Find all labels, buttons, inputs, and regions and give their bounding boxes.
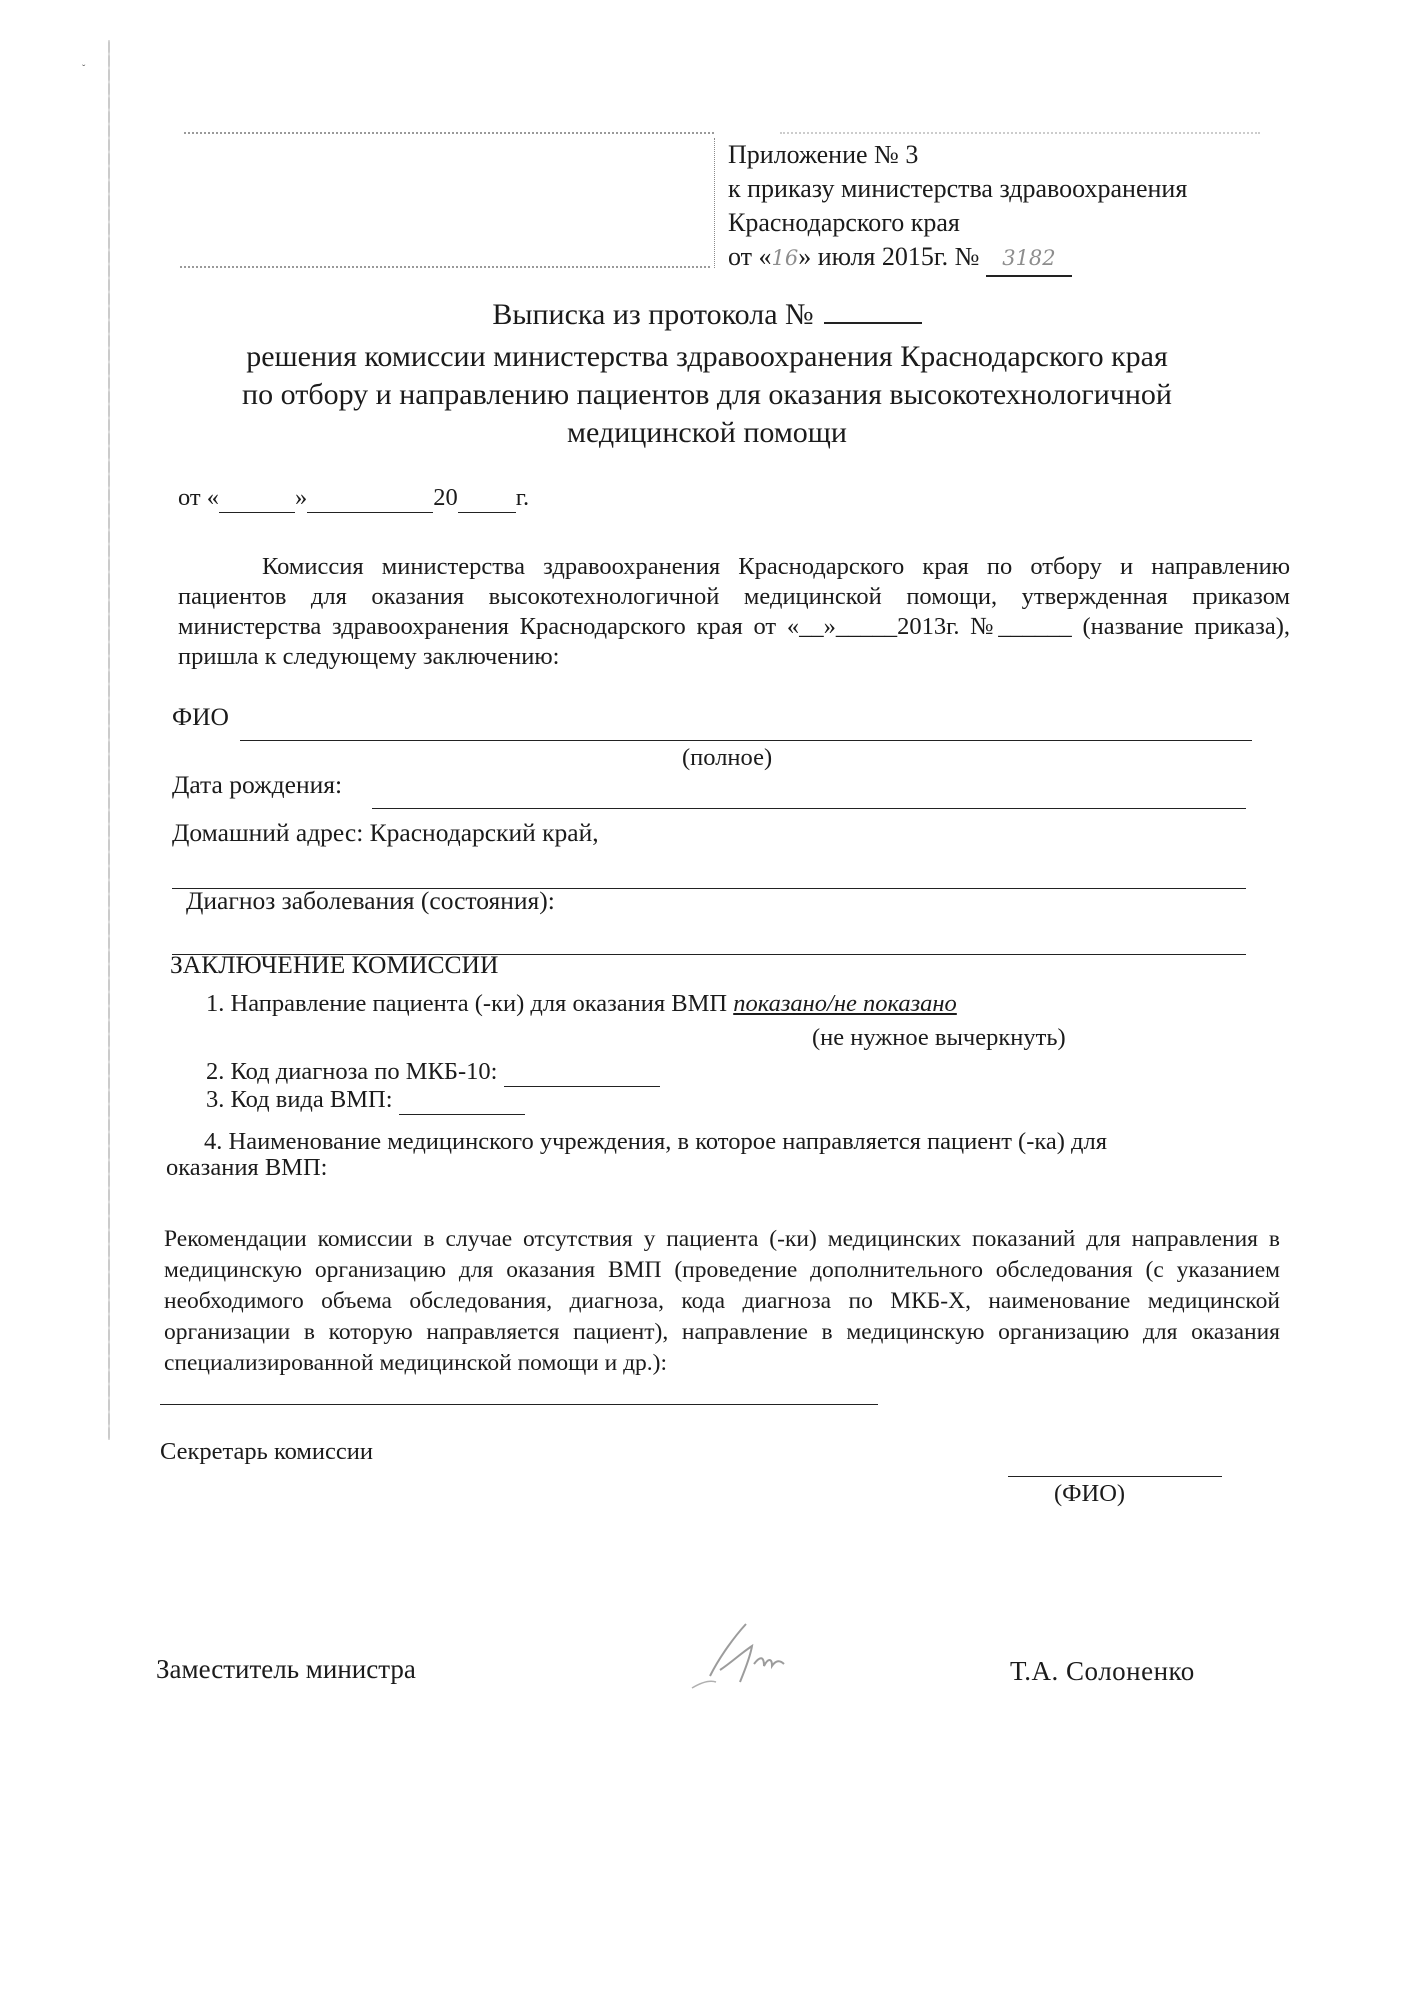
conclusion-item-1-options: показано/не показано <box>733 990 957 1017</box>
conclusion-item-3-text: 3. Код вида ВМП: <box>206 1086 393 1113</box>
signature-stroke <box>710 1624 784 1682</box>
appendix-order-date <box>728 240 1187 277</box>
appendix-line-1: Приложение № 3 <box>728 140 919 169</box>
appendix-order-number-handwritten: 3182 <box>986 241 1072 277</box>
scan-mark: ˇ <box>82 64 86 75</box>
appendix-bottom-dots <box>180 266 710 268</box>
recommendations-paragraph: Рекомендации комиссии в случае отсутствия у пациента (-ки) медицинских показаний для направления в медицинскую организацию для оказания ВМП (проведение дополнительного обследования (с указанием необходимого объема обследования, диагноза, кода диагноза по МКБ-Х, наименование медицинской организации в которую направляется пациент), направление в медицинскую организацию для оказания специализированной медицинской помощи и др.): <box>164 1226 1280 1376</box>
date-mid: » <box>295 484 308 511</box>
conclusion-heading: ЗАКЛЮЧЕНИЕ КОМИССИИ <box>170 950 499 979</box>
conclusion-item-2 <box>206 1058 660 1087</box>
birth-date-label: Дата рождения: <box>172 770 343 799</box>
conclusion-item-2-text: 2. Код диагноза по МКБ-10: <box>206 1058 498 1085</box>
appendix-top-dots-right <box>780 132 1260 134</box>
fio-hint: (полное) <box>682 744 773 771</box>
birth-date-line <box>372 808 1246 809</box>
signer-name: Т.А. Солоненко <box>1010 1656 1195 1686</box>
recommendations-line <box>160 1404 878 1405</box>
date-day-blank <box>219 484 295 513</box>
appendix-line-3: Краснодарского края <box>728 208 960 237</box>
vmp-code-blank <box>399 1086 525 1115</box>
icd-code-blank <box>504 1058 660 1087</box>
date-month-blank <box>307 484 433 513</box>
appendix-date-mid: » июля 2015г. № <box>798 242 980 271</box>
title-line-1 <box>0 296 1414 334</box>
title-line-3: по отбору и направлению пациентов для оказания высокотехнологичной <box>242 378 1172 411</box>
date-year-blank <box>458 484 516 513</box>
conclusion-item-4-cont: оказания ВМП: <box>166 1154 328 1181</box>
conclusion-item-1-text: 1. Направление пациента (-ки) для оказания ВМП <box>206 990 728 1017</box>
appendix-date-prefix: от « <box>728 242 772 271</box>
intro-paragraph <box>178 552 1290 672</box>
signature-tail <box>692 1681 716 1688</box>
secretary-signature-line <box>1008 1476 1222 1477</box>
title-line-2: решения комиссии министерства здравоохранения Краснодарского края <box>246 340 1168 373</box>
appendix-block <box>728 138 1187 277</box>
handwritten-signature <box>680 1616 810 1696</box>
secretary-label: Секретарь комиссии <box>160 1438 373 1465</box>
conclusion-item-3 <box>206 1086 525 1115</box>
title-protocol-label: Выписка из протокола № <box>492 298 814 331</box>
scan-edge-dots <box>108 40 110 1440</box>
address-label: Домашний адрес: Краснодарский край, <box>172 818 599 847</box>
fio-line <box>240 740 1252 741</box>
conclusion-item-1-note: (не нужное вычеркнуть) <box>812 1024 1066 1051</box>
intro-paragraph-text: Комиссия министерства здравоохранения Краснодарского края по отбору и направлению пациентов для оказания высокотехнологичной медицинской помощи, утвержденная приказом министерства здравоохранения Краснодарского края от «__»_____2013г. №______ (название приказа), пришла к следующему заключению: <box>178 553 1290 670</box>
protocol-date-line <box>178 484 529 513</box>
title-line-4: медицинской помощи <box>567 416 847 449</box>
appendix-date-day-handwritten: 16 <box>771 246 799 270</box>
document-title <box>0 296 1414 452</box>
conclusion-item-4: 4. Наименование медицинского учреждения, в которое направляется пациент (-ка) для <box>204 1128 1108 1155</box>
appendix-top-dots <box>184 132 714 134</box>
secretary-fio-hint: (ФИО) <box>1054 1480 1126 1507</box>
appendix-line-2: к приказу министерства здравоохранения <box>728 174 1188 203</box>
protocol-number-blank <box>824 300 922 324</box>
conclusion-item-1 <box>206 990 957 1018</box>
appendix-divider <box>714 138 715 268</box>
date-prefix: от « <box>178 484 220 511</box>
fio-label: ФИО <box>172 702 229 731</box>
date-suffix: г. <box>515 484 530 511</box>
diagnosis-label: Диагноз заболевания (состояния): <box>186 886 555 915</box>
date-year-prefix: 20 <box>433 484 458 511</box>
signer-position: Заместитель министра <box>156 1654 416 1684</box>
